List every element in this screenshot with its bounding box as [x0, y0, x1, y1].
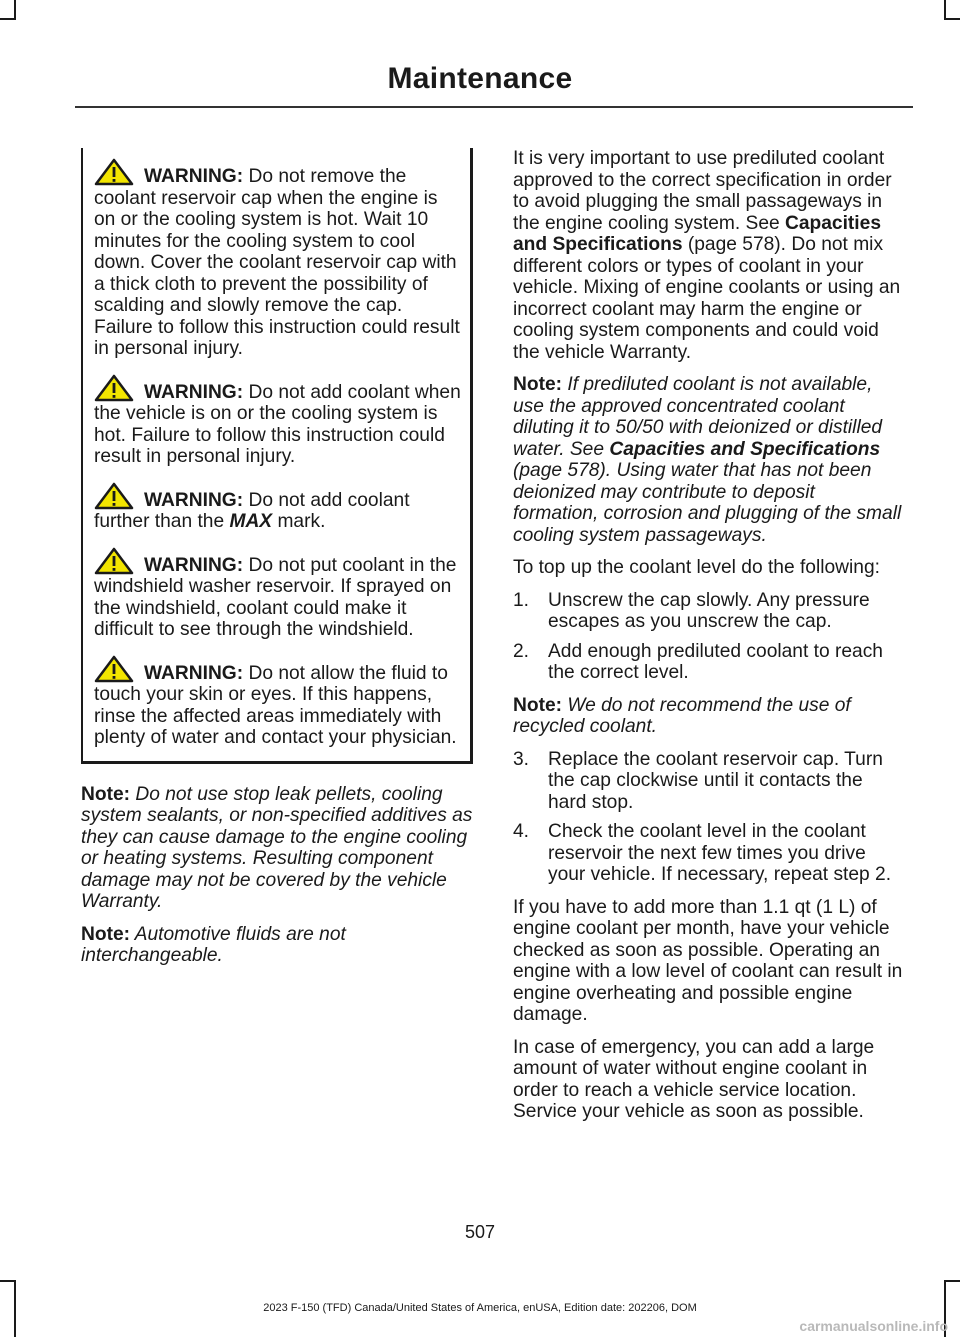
warning-label: WARNING:	[144, 554, 244, 576]
warning-triangle-icon	[94, 547, 134, 575]
warning-label: WARNING:	[144, 381, 244, 403]
warning-label: WARNING:	[144, 166, 244, 187]
list-item	[513, 821, 905, 886]
left-column	[81, 148, 473, 978]
page-title: Maintenance	[387, 62, 573, 95]
warning-label: WARNING:	[144, 662, 244, 684]
warning-triangle-icon	[94, 374, 134, 402]
capacities-link[interactable]: Capacities and Specifications	[609, 438, 881, 460]
top-up-steps	[513, 590, 905, 684]
footer-edition: 2023 F-150 (TFD) Canada/United States of America, enUSA, Edition date: 202206, DOM	[263, 1302, 697, 1314]
prediluted-coolant-paragraph	[513, 148, 905, 363]
list-item	[513, 641, 905, 684]
crop-mark	[14, 0, 16, 20]
max-mark-emphasis: MAX	[229, 511, 273, 532]
warning-box	[81, 148, 473, 764]
paragraph-text: (page 578). Do not mix different colors or types of coolant in your vehicle. Mixing of engine coolants or using an incorrect coolant may harm the engine or cooling system components and could void the vehicle Warranty.	[513, 234, 901, 363]
crop-mark	[944, 0, 946, 20]
warning-triangle-icon	[94, 482, 134, 510]
warning-2	[94, 374, 462, 468]
crop-mark	[944, 18, 960, 20]
note-label: Note:	[513, 694, 563, 716]
note-recycled-coolant	[513, 695, 905, 738]
step-text: Check the coolant level in the coolant reservoir the next few times you drive your vehicle. If necessary, repeat step 2.	[548, 821, 892, 885]
warning-triangle-icon	[94, 655, 134, 683]
crop-mark	[0, 18, 16, 20]
warning-label: WARNING:	[144, 489, 244, 511]
step-text: Unscrew the cap slowly. Any pressure escapes as you unscrew the cap.	[548, 589, 870, 632]
step-number: 1.	[513, 589, 530, 611]
page-number: 507	[464, 1222, 496, 1242]
step-number: 2.	[513, 640, 530, 662]
warning-5	[94, 655, 462, 749]
warning-text: mark.	[272, 511, 326, 532]
watermark: carmanualsonline.info	[799, 1318, 948, 1334]
list-item	[513, 749, 905, 814]
note-text: We do not recommend the use of recycled coolant.	[513, 694, 851, 737]
list-item	[513, 590, 905, 633]
note-label: Note:	[513, 374, 563, 395]
note-label: Note:	[81, 783, 131, 805]
warning-3	[94, 482, 462, 533]
note-fluids	[81, 924, 473, 967]
capacities-link[interactable]: Capacities and Specifications	[513, 212, 881, 255]
coolant-consumption-paragraph: If you have to add more than 1.1 qt (1 L) of engine coolant per month, have your vehicle checked as soon as possible. Operating an engine with a low level of coolant can result in engine overheating and possible engine damage.	[513, 896, 903, 1025]
warning-text: Do not put coolant in the windshield washer reservoir. If sprayed on the windshield, coolant could make it difficult to see through the windshield.	[94, 554, 457, 640]
step-text: Add enough prediluted coolant to reach the correct level.	[548, 640, 883, 683]
note-concentrated-coolant	[513, 374, 905, 546]
emergency-paragraph: In case of emergency, you can add a large amount of water without engine coolant in order to reach a vehicle service location. Service your vehicle as soon as possible.	[513, 1036, 875, 1122]
warning-triangle-icon	[94, 158, 134, 186]
note-text: If prediluted coolant is not available, use the approved concentrated coolant diluting it to 50/50 with deionized or distilled water. See	[513, 374, 883, 460]
right-column	[513, 148, 905, 1134]
warning-text: Do not remove the coolant reservoir cap when the engine is on or the cooling system is hot. Wait 10 minutes for the cooling system to cool down. Cover the coolant reservoir cap with a thick cloth to prevent the possibility of scalding and slowly remove the cap. Failure to follow this instruction could result in personal injury.	[94, 166, 460, 359]
top-up-steps-continued	[513, 749, 905, 886]
warning-1	[94, 158, 462, 360]
warning-text: Do not add coolant when the vehicle is on or the cooling system is hot. Failure to follow this instruction could result in personal injury.	[94, 381, 461, 467]
warning-4	[94, 547, 462, 641]
note-text: Automotive fluids are not interchangeable.	[81, 923, 346, 966]
header-divider	[75, 106, 913, 108]
crop-mark	[944, 1280, 960, 1282]
paragraph-text: It is very important to use prediluted coolant approved to the correct specification in order to avoid plugging the small passageways in the engine cooling system. See	[513, 148, 892, 234]
step-text: Replace the coolant reservoir cap. Turn the cap clockwise until it contacts the hard stop.	[548, 748, 883, 813]
step-number: 3.	[513, 748, 530, 770]
note-label: Note:	[81, 923, 131, 945]
crop-mark	[0, 1280, 16, 1282]
note-stop-leak	[81, 784, 473, 913]
step-number: 4.	[513, 821, 530, 842]
note-text: Do not use stop leak pellets, cooling system sealants, or non-specified additives as they can cause damage to the engine cooling or heating systems. Resulting component damage may not be covered by the vehicle Warranty.	[81, 783, 473, 912]
warning-text: Do not allow the fluid to touch your skin or eyes. If this happens, rinse the affected areas immediately with plenty of water and contact your physician.	[94, 662, 457, 748]
note-text: (page 578). Using water that has not been deionized may contribute to deposit formation, corrosion and plugging of the small cooling system passageways.	[513, 460, 902, 546]
warning-text: Do not add coolant further than the	[94, 489, 410, 532]
top-up-intro: To top up the coolant level do the following:	[513, 557, 880, 578]
